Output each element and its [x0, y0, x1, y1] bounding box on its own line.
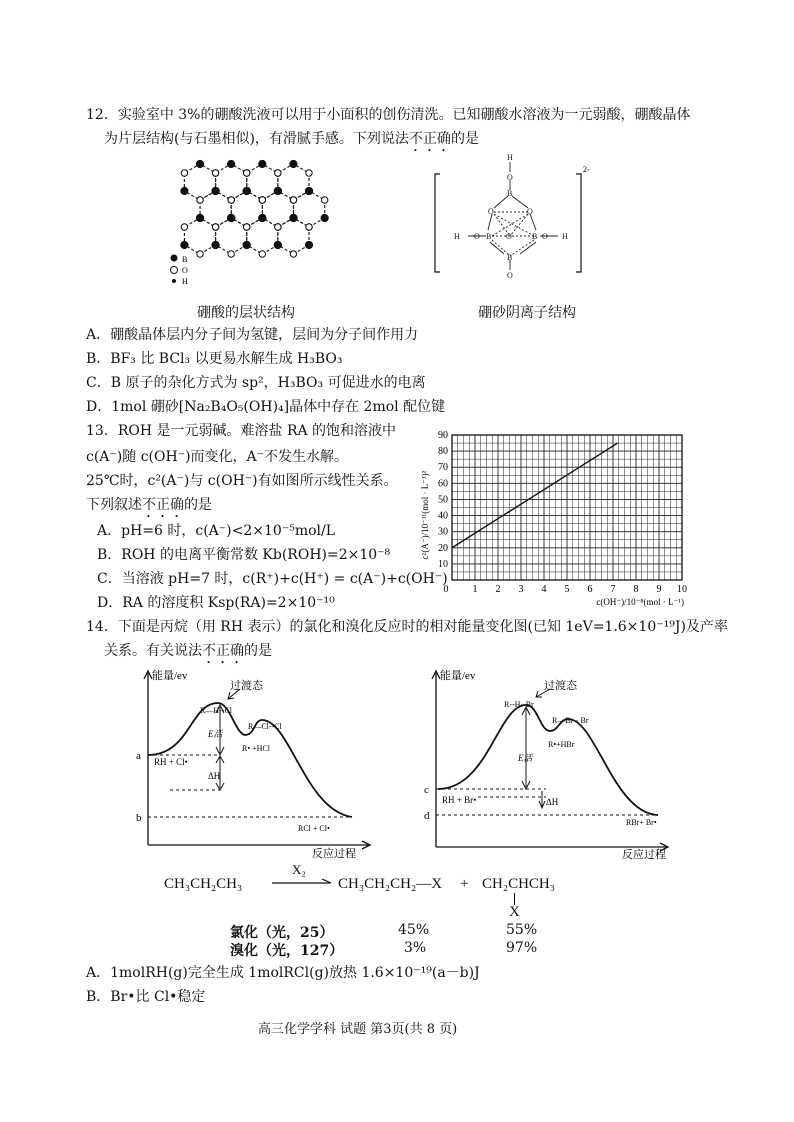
d1-int: R• +HCl — [242, 744, 270, 753]
boron-atom — [259, 214, 266, 221]
boron-atom — [243, 187, 250, 194]
q14-line2-a: 关系。有关说法 — [104, 643, 202, 659]
legend-o: O — [182, 266, 188, 275]
yield-row-p1-1: 45% — [398, 922, 430, 938]
oxygen-atom — [306, 224, 312, 230]
d1-ylabel: 能量/ev — [152, 670, 188, 682]
x-tick-label: 4 — [541, 584, 547, 595]
q13-option-c[interactable]: C．当溶液 pH=7 时，c(R⁺)+c(H⁺) = c(A⁻)+c(OH⁻) — [97, 571, 448, 587]
oxygen-atom — [290, 197, 296, 203]
q12-stem-line2 — [104, 128, 479, 155]
q13-line2: c(A⁻)随 c(OH⁻)而变化，A⁻不发生水解。 — [86, 449, 349, 465]
q13-emphasis: 不正确 — [142, 497, 184, 513]
y-tick-label: 20 — [438, 542, 448, 554]
yield-row-label-1: 氯化（光，25） — [230, 925, 334, 941]
oxygen-atom — [228, 197, 234, 203]
d1-start: RH + Cl• — [154, 757, 188, 767]
boron-atom — [321, 214, 328, 221]
q12-option-c[interactable]: C．B 原子的杂化方式为 sp²，H₃BO₃ 可促进水的电离 — [86, 375, 426, 391]
boron-atom — [196, 214, 203, 221]
x-tick-label: 9 — [656, 584, 662, 595]
boron-atom — [305, 187, 312, 194]
q13-line1-text: ROH 是一元弱碱。难溶盐 RA 的饱和溶液中 — [117, 423, 397, 439]
boron-atom — [228, 160, 235, 167]
reaction-arrow-icon — [270, 876, 334, 890]
boron-atom — [274, 241, 281, 248]
d2-xlabel: 反应过程 — [622, 849, 666, 861]
d2-ts1: R--H--Br — [504, 700, 534, 709]
d1-ts2: R—Cl--Cl — [248, 722, 282, 731]
reactant: CH₃CH₂CH₃ — [164, 876, 243, 892]
caption-boric-acid: 硼酸的层状结构 — [197, 305, 295, 321]
d1-end: RCl + Cl• — [298, 824, 330, 833]
q13-chart — [412, 425, 702, 610]
q12-option-b[interactable]: B．BF₃ 比 BCl₃ 以更易水解生成 H₃BO₃ — [86, 351, 343, 367]
d2-ea: E活 — [518, 753, 533, 763]
y-tick-label: 60 — [438, 478, 448, 490]
svg-text:O: O — [488, 207, 494, 216]
oxygen-atom — [212, 170, 218, 176]
q13-line4-a: 下列叙述 — [86, 497, 142, 513]
q13-option-a[interactable]: A．pH=6 时，c(A⁻)<2×10⁻⁵mol/L — [97, 523, 336, 539]
boron-atom — [228, 214, 235, 221]
d1-ts1: R—H--Cl — [200, 706, 232, 715]
legend-h: H — [182, 277, 188, 286]
boron-atom — [181, 187, 188, 194]
yield-row-p2-1: 55% — [506, 922, 538, 938]
d2-end: RBr+ Br• — [626, 818, 657, 827]
d2-dh: ΔH — [546, 797, 559, 807]
q12-emphasis: 不正确 — [408, 131, 451, 147]
svg-text:O: O — [507, 173, 513, 182]
svg-text:H: H — [507, 153, 513, 162]
yield-row-p2-2: 97% — [506, 940, 538, 956]
page-footer: 高三化学学科 试题 第3页(共 8 页) — [258, 1022, 458, 1037]
q14-line2 — [104, 640, 272, 667]
q14-line1-text: 下面是丙烷（用 RH 表示）的氯化和溴化反应时的相对能量变化图(已知 1eV=1.6×10⁻¹⁹J)及产率 — [117, 619, 728, 635]
oxygen-atom — [321, 197, 327, 203]
oxygen-atom — [197, 251, 203, 257]
chart-y-ticks — [438, 430, 448, 570]
oxygen-atom — [306, 170, 312, 176]
q14-line1 — [86, 616, 766, 638]
q12-line2-b: 的是 — [450, 131, 479, 147]
chart-y-label: c²(A⁻)/10⁻¹¹(mol · L⁻¹)² — [420, 470, 430, 560]
svg-text:O: O — [527, 207, 533, 216]
x-tick-label: 10 — [677, 584, 687, 595]
yield-row-p1-2: 3% — [404, 940, 427, 956]
y-tick-label: 80 — [438, 446, 448, 458]
reagent: X₂ — [292, 862, 306, 877]
x-tick-label: 7 — [610, 584, 616, 595]
boron-atom — [181, 241, 188, 248]
svg-text:O: O — [542, 232, 548, 241]
oxygen-atom — [259, 251, 265, 257]
boron-atom — [290, 160, 297, 167]
bromination-energy-diagram — [418, 665, 678, 860]
q12-option-d[interactable]: D．1mol 硼砂[Na₂B₄O₅(OH)₄]晶体中存在 2mol 配位键 — [86, 399, 446, 415]
boron-atom — [243, 241, 250, 248]
q13-line4 — [86, 494, 212, 521]
oxygen-atom — [197, 197, 203, 203]
x-tick-label: 0 — [443, 584, 449, 595]
q13-number: 13． — [86, 423, 118, 439]
d2-level-c: c — [424, 784, 429, 796]
x-tick-label: 8 — [633, 584, 639, 595]
svg-text:B: B — [486, 232, 492, 241]
legend-b: B — [182, 255, 188, 264]
svg-text:O: O — [507, 271, 513, 280]
svg-text:O: O — [506, 232, 512, 241]
d2-ylabel: 能量/ev — [440, 670, 476, 682]
boron-atom — [305, 241, 312, 248]
q14-option-a[interactable]: A．1molRH(g)完全生成 1molRCl(g)放热 1.6×10⁻¹⁹(a－b)J — [86, 965, 480, 981]
d1-level-a: a — [136, 750, 141, 762]
chlorination-energy-diagram — [130, 665, 380, 860]
oxygen-atom — [275, 224, 281, 230]
d1-xlabel: 反应过程 — [312, 848, 356, 860]
y-tick-label: 90 — [438, 430, 448, 441]
borax-anion-figure — [430, 150, 600, 280]
d1-dh: ΔH — [208, 771, 221, 781]
oxygen-atom — [228, 251, 234, 257]
q12-option-a[interactable]: A．硼酸晶体层内分子间为氢键，层间为分子间作用力 — [86, 327, 419, 343]
x-tick-label: 6 — [587, 584, 593, 595]
svg-text:O: O — [474, 232, 480, 241]
legend-b-dot — [171, 255, 178, 262]
q13-option-b[interactable]: B．ROH 的电离平衡常数 Kb(ROH)=2×10⁻⁸ — [97, 547, 391, 563]
d1-level-b: b — [136, 812, 142, 824]
q13-line1 — [86, 420, 396, 442]
q14-number: 14． — [86, 619, 118, 635]
product1: CH₃CH₂CH₂—X — [338, 876, 443, 892]
oxygen-atom — [275, 170, 281, 176]
d1-ea: E活 — [208, 729, 223, 739]
chart-grid — [452, 435, 682, 580]
boron-atom — [196, 160, 203, 167]
caption-borax: 硼砂阴离子结构 — [478, 305, 576, 321]
x-tick-label: 3 — [518, 584, 524, 595]
product2-substituent: X — [509, 904, 520, 920]
q14-emphasis: 不正确 — [202, 643, 244, 659]
yield-row-label-2: 溴化（光，127） — [230, 943, 344, 959]
d1-ts-label: 过渡态 — [230, 680, 263, 692]
q12-stem — [86, 104, 736, 126]
oxygen-atom — [212, 224, 218, 230]
y-tick-label: 30 — [438, 526, 448, 538]
legend-h-dot — [172, 279, 176, 283]
q13-option-d[interactable]: D．RA 的溶度积 Ksp(RA)=2×10⁻¹⁰ — [97, 595, 335, 611]
d2-start: RH + Br• — [442, 795, 477, 805]
boric-acid-layer-figure — [160, 160, 360, 295]
boron-atom — [259, 160, 266, 167]
q12-number: 12． — [86, 107, 118, 123]
boron-atom — [290, 214, 297, 221]
q13-line3: 25℃时，c²(A⁻)与 c(OH⁻)有如图所示线性关系。 — [86, 473, 398, 489]
legend-o-dot — [171, 267, 178, 274]
oxygen-atom — [243, 170, 249, 176]
product2: CH₂CHCH₃ — [482, 876, 555, 892]
boron-atom — [212, 241, 219, 248]
d2-ts2: R—Br-- Br — [552, 716, 589, 725]
chart-x-label: c(OH⁻)/10⁻⁸(mol · L⁻¹) — [596, 597, 684, 607]
q12-line1: 实验室中 3%的硼酸洗液可以用于小面积的创伤清洗。已知硼酸水溶液为一元弱酸，硼酸晶体 — [117, 107, 691, 123]
plus-sign: + — [460, 876, 469, 892]
y-tick-label: 40 — [438, 510, 448, 522]
q14-line2-b: 的是 — [244, 643, 272, 659]
d2-level-d: d — [424, 810, 430, 822]
oxygen-atom — [259, 197, 265, 203]
d2-int: R•+HBr — [548, 740, 575, 749]
chart-x-ticks — [444, 584, 688, 595]
svg-text:B: B — [532, 232, 538, 241]
boron-atom — [212, 187, 219, 194]
q13-line4-b: 的是 — [184, 497, 212, 513]
q12-line2-a: 为片层结构(与石墨相似)，有滑腻手感。下列说法 — [104, 131, 409, 147]
y-tick-label: 70 — [438, 462, 448, 474]
x-tick-label: 1 — [472, 584, 478, 595]
oxygen-atom — [181, 170, 187, 176]
y-tick-label: 10 — [438, 558, 448, 570]
y-tick-label: 50 — [438, 494, 448, 506]
oxygen-atom — [243, 224, 249, 230]
q14-option-b[interactable]: B．Br•比 Cl•稳定 — [86, 989, 206, 1005]
oxygen-atom — [181, 224, 187, 230]
svg-text:B: B — [507, 253, 513, 262]
ion-charge: 2- — [583, 165, 590, 174]
oxygen-atom — [290, 251, 296, 257]
svg-text:H: H — [562, 232, 568, 241]
x-tick-label: 2 — [495, 584, 501, 595]
x-tick-label: 5 — [564, 584, 570, 595]
svg-text:H: H — [454, 232, 460, 241]
svg-text:B: B — [507, 189, 513, 198]
d2-ts-label: 过渡态 — [544, 680, 577, 692]
boron-atom — [274, 187, 281, 194]
